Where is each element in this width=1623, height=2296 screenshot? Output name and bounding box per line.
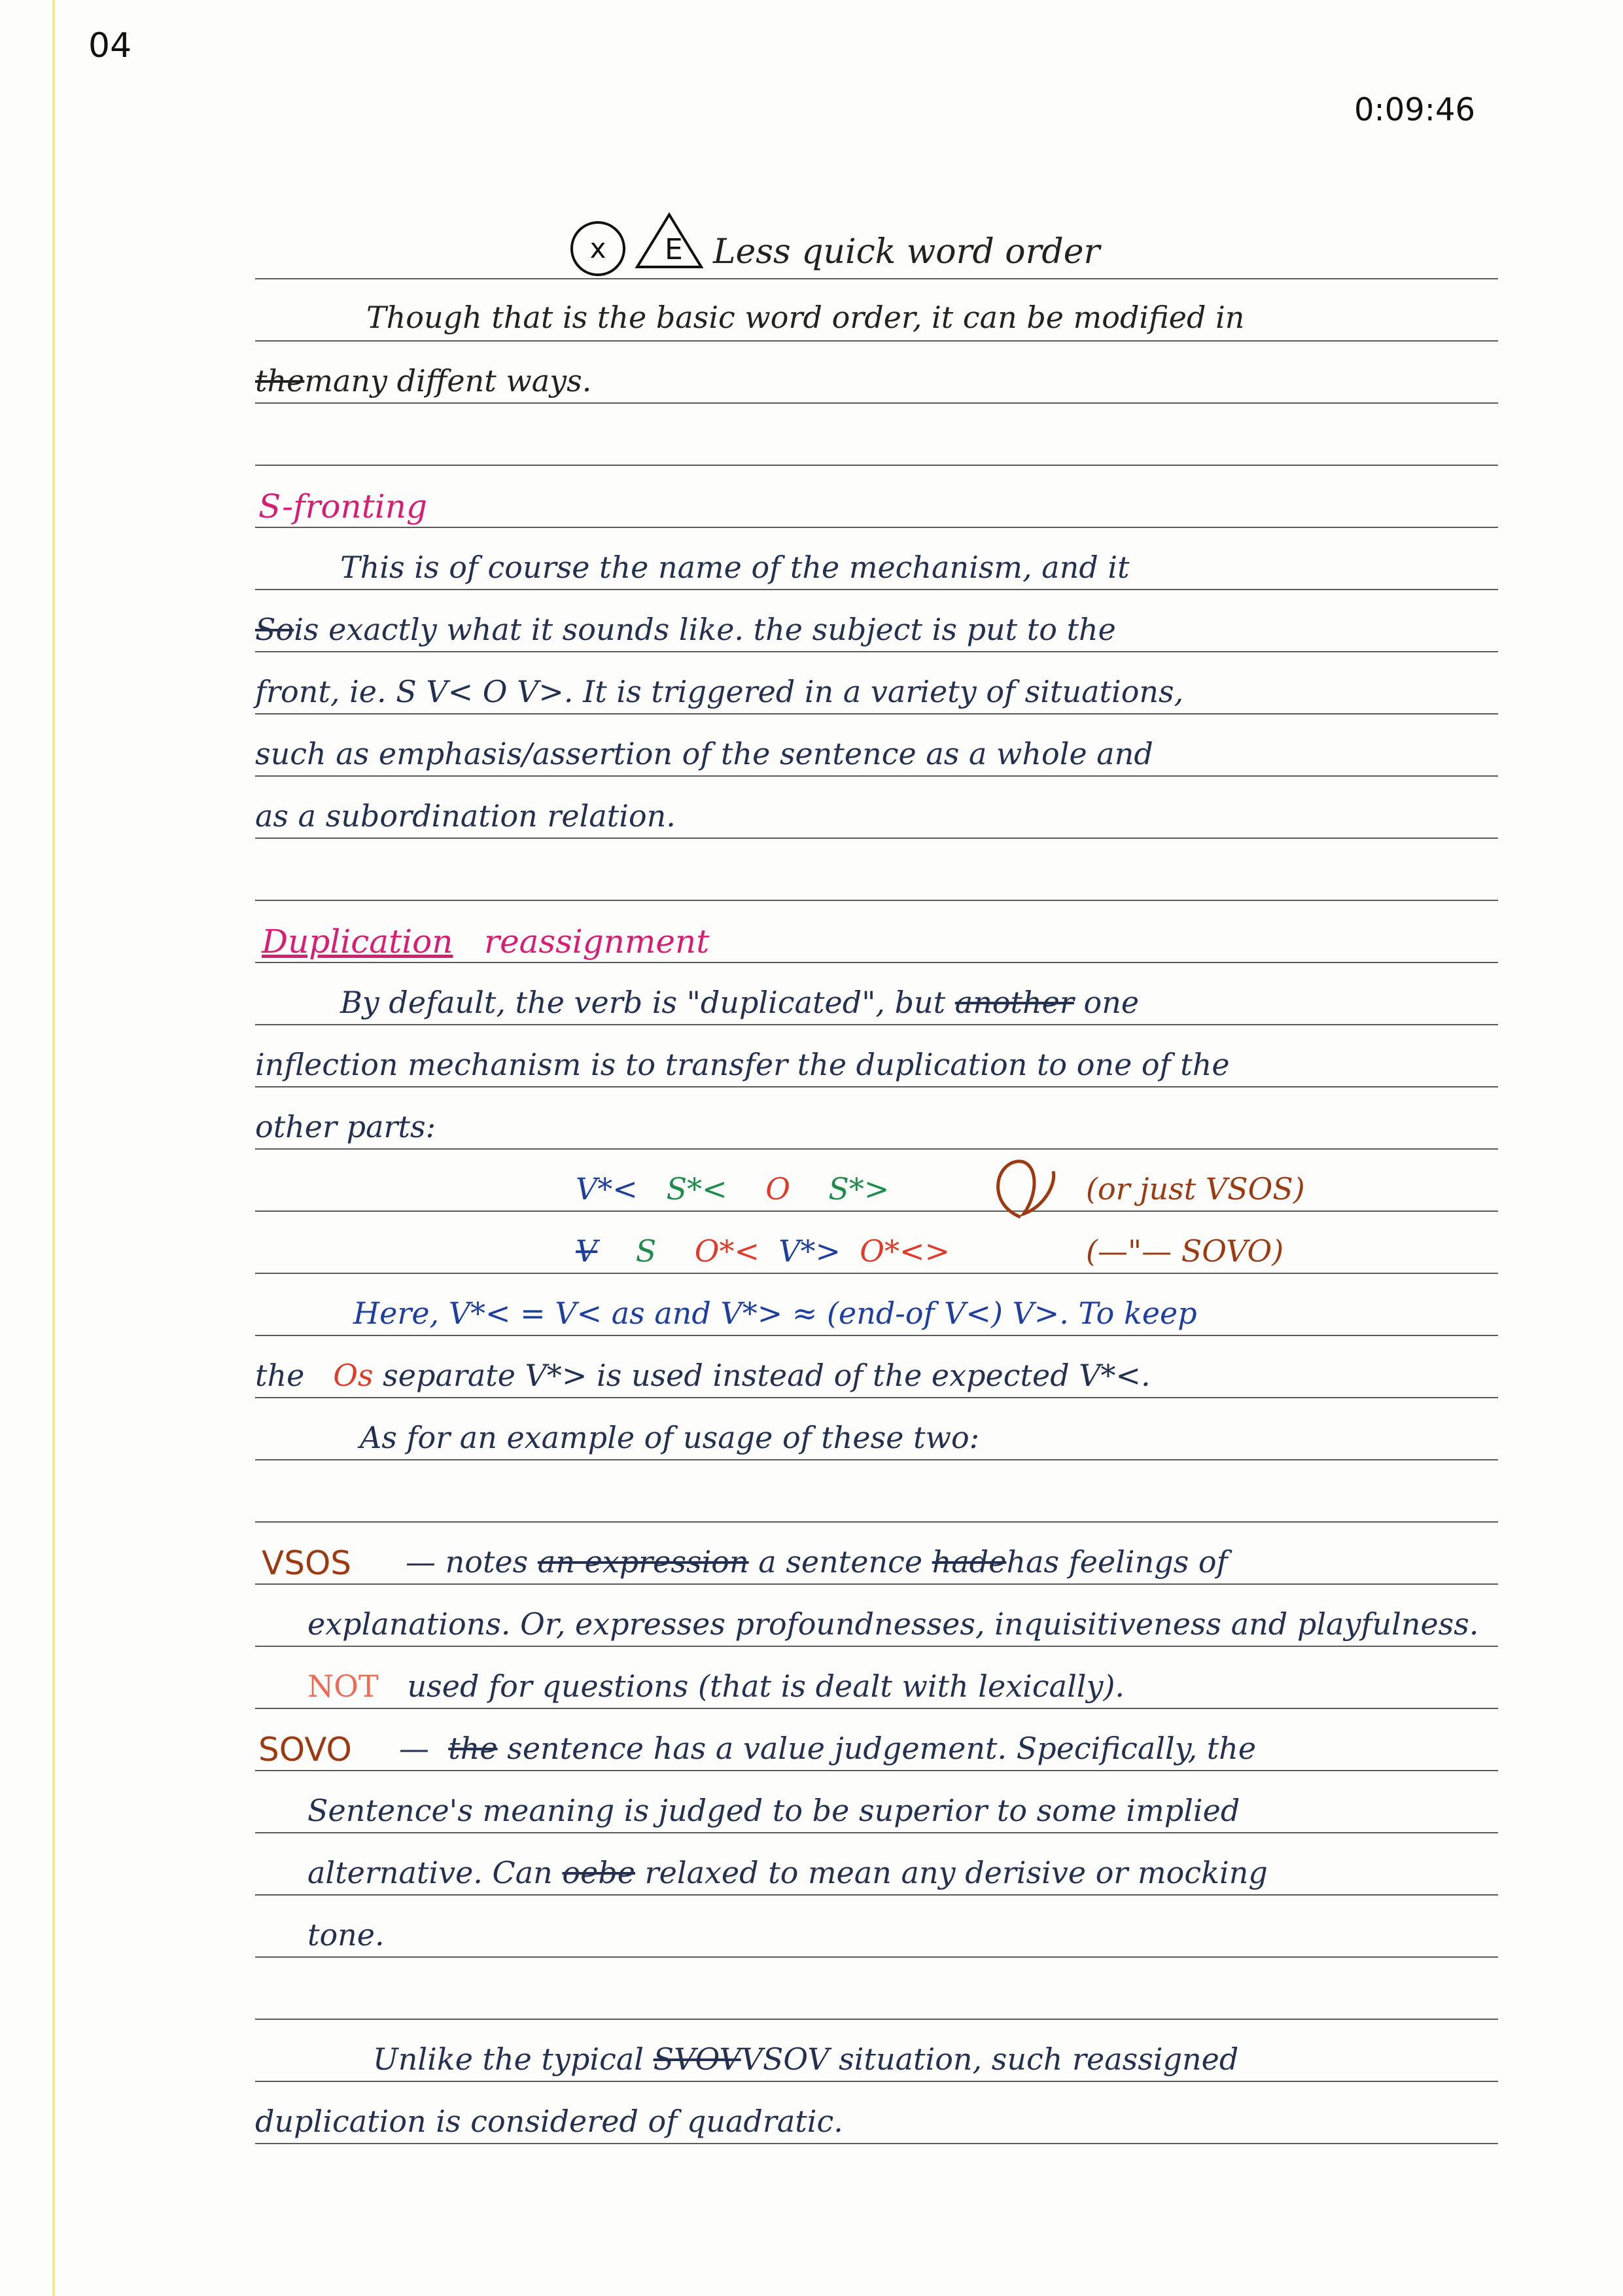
vsos-line-2: explanations. Or, expresses profoundnesses, inquisitiveness and playfulness. xyxy=(307,1606,1479,1642)
section-title: Less quick word order xyxy=(713,232,1100,272)
vsos-line-1: — notes an expression a sentence hadehas feelings of xyxy=(406,1544,1228,1580)
s-fronting-line-1: This is of course the name of the mechanism, and it xyxy=(340,550,1130,585)
duplication-line-2: inflection mechanism is to transfer the duplication to one of the xyxy=(255,1047,1230,1082)
closing-line-1: Unlike the typical SVOVVSOV situation, such reassigned xyxy=(373,2041,1239,2077)
duplication-line-1: By default, the verb is "duplicated", but another one xyxy=(340,985,1140,1020)
circled-x-mark: x xyxy=(570,221,625,276)
here-line: Here, V*< = V< as and V*> ≈ (end-of V<) V>. To keep xyxy=(353,1296,1197,1331)
sovo-line-3: alternative. Can oebe relaxed to mean any derisive or mocking xyxy=(307,1855,1268,1890)
not-label: NOT xyxy=(307,1669,379,1704)
sovo-line-1: — the sentence has a value judgement. Specifically, the xyxy=(399,1731,1257,1766)
formula-vsos-note: (or just VSOS) xyxy=(1086,1171,1305,1207)
formula-sovo-note: (—"— SOVO) xyxy=(1086,1233,1284,1269)
intro-line-2: themany diffent ways. xyxy=(255,363,592,398)
formula-sovo: V S O*< V*> O*<> xyxy=(576,1233,951,1269)
brace-mark-icon xyxy=(981,1152,1066,1224)
sovo-line-4: tone. xyxy=(307,1917,385,1952)
page-number: 04 xyxy=(88,26,132,65)
triangle-label: E xyxy=(665,233,683,266)
sovo-label: SOVO xyxy=(258,1731,352,1769)
struck-word: the xyxy=(255,363,305,398)
s-fronting-line-2: Sois exactly what it sounds like. the subject is put to the xyxy=(255,612,1116,647)
separate-line: the Os separate V*> is used instead of the expected V*<. xyxy=(255,1358,1151,1393)
vsos-label: VSOS xyxy=(262,1544,352,1582)
margin-line xyxy=(52,0,55,2296)
formula-vsos: V*< S*< O S*> xyxy=(576,1171,890,1207)
vsos-line-3: NOT used for questions (that is dealt with lexically). xyxy=(307,1669,1125,1704)
triangle-e-icon xyxy=(633,211,705,271)
s-fronting-line-3: front, ie. S V< O V>. It is triggered in a variety of situations, xyxy=(255,674,1184,709)
duplication-line-3: other parts: xyxy=(255,1109,436,1144)
duplication-heading: Duplication reassignment xyxy=(262,923,710,961)
example-line: As for an example of usage of these two: xyxy=(360,1420,980,1455)
sovo-line-2: Sentence's meaning is judged to be superior to some implied xyxy=(307,1793,1240,1828)
s-fronting-heading: S-fronting xyxy=(258,487,427,525)
closing-line-2: duplication is considered of quadratic. xyxy=(255,2104,843,2139)
timestamp: 0:09:46 xyxy=(1354,92,1476,128)
s-fronting-line-5: as a subordination relation. xyxy=(255,798,676,834)
s-fronting-line-4: such as emphasis/assertion of the sentence as a whole and xyxy=(255,736,1153,771)
intro-line-1: Though that is the basic word order, it can be modified in xyxy=(366,300,1245,335)
